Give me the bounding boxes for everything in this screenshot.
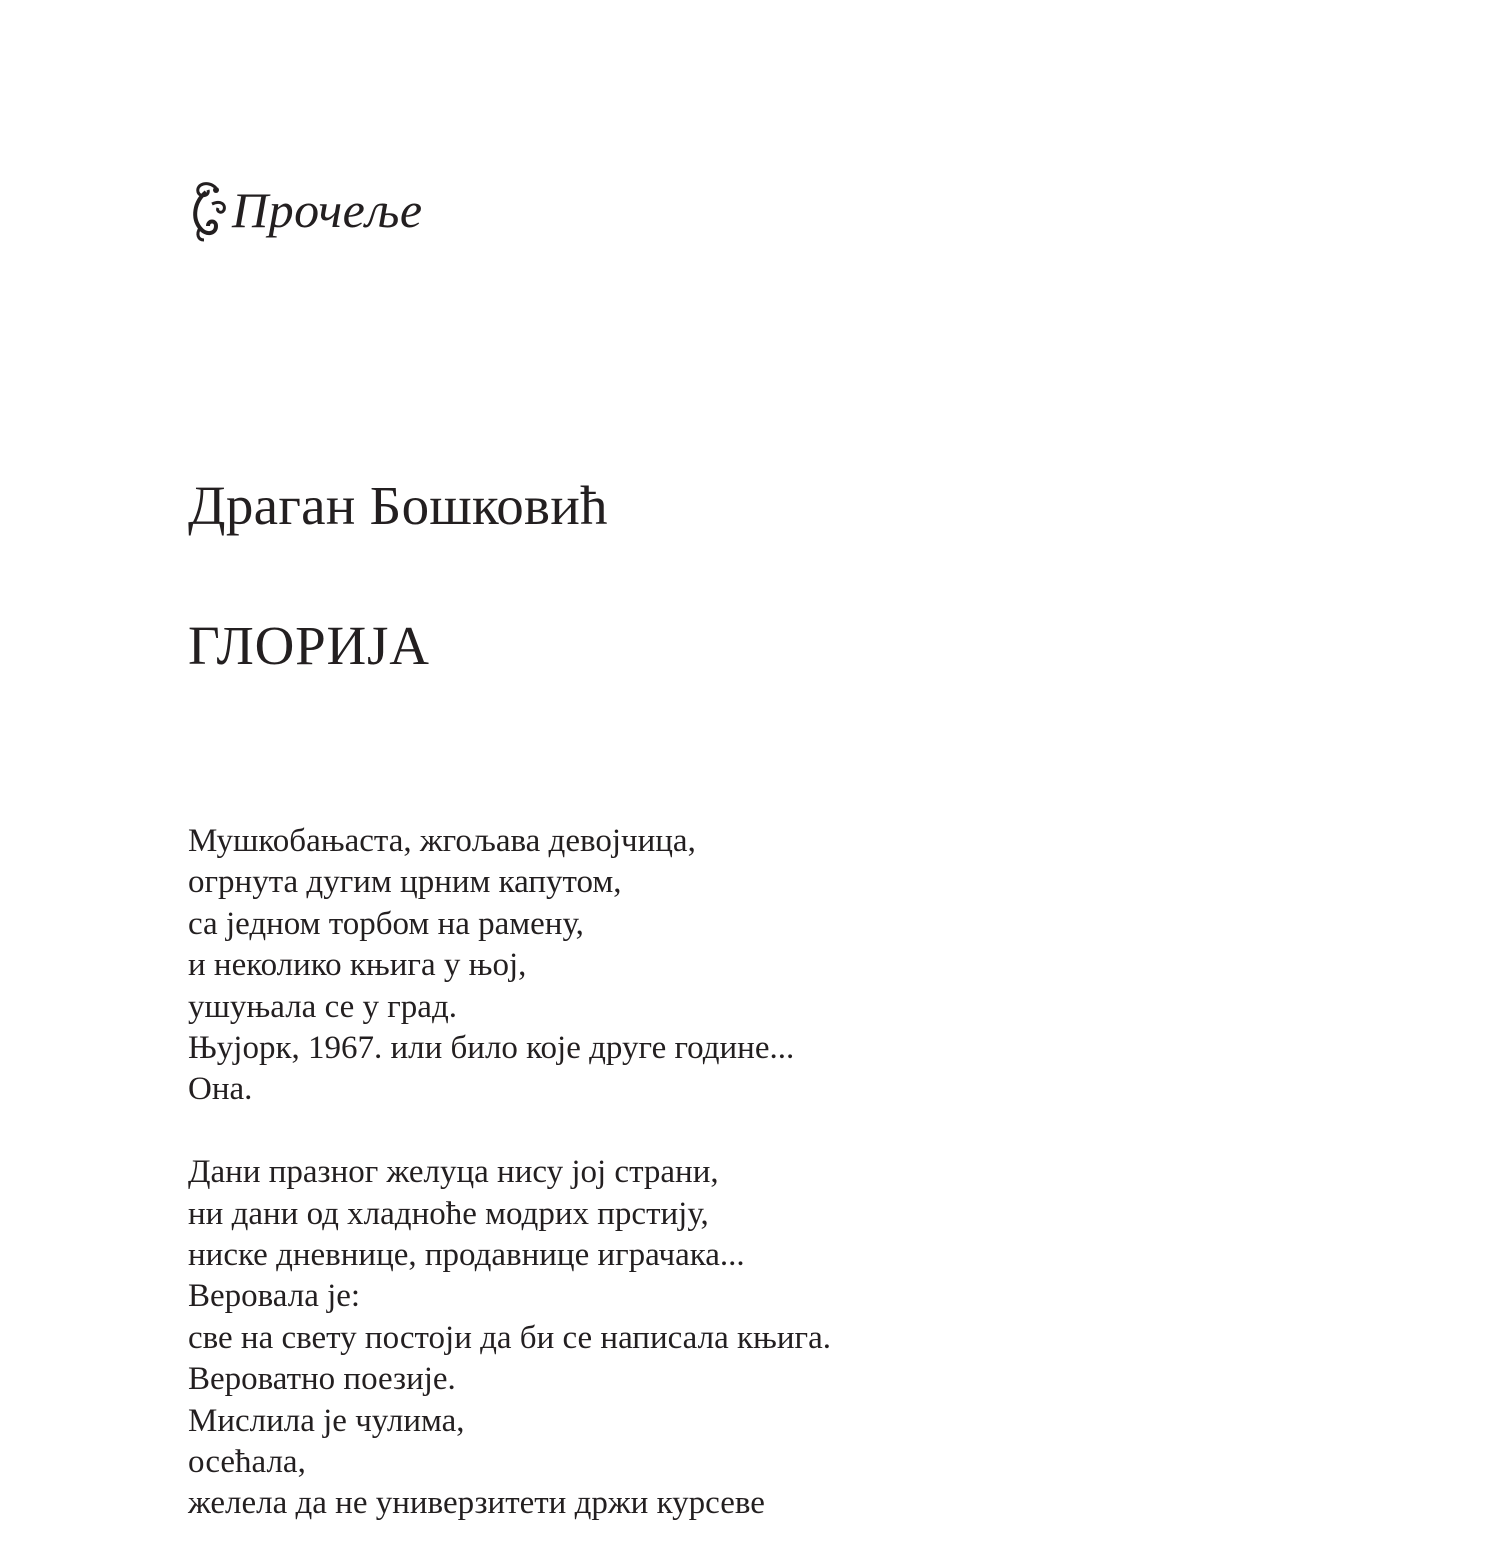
poem-line: Мислила је чулима, [188,1402,465,1439]
poem-line: све на свету постоји да би се написала књига. [188,1319,831,1356]
poem-line: ушуњала се у град. [188,988,457,1025]
poem-line: и неколико књига у њој, [188,947,527,984]
poem-line: Њујорк, 1967. или било које друге године... [188,1030,795,1067]
poem-line: Веровала је: [188,1278,361,1315]
poem-line: Вероватно поезије. [188,1361,456,1398]
poem-line: ниске дневнице, продавнице играчака... [188,1237,745,1274]
section-header [186,178,423,242]
poem-body [188,821,831,1566]
poem-line: са једном торбом на рамену, [188,905,584,942]
stanza [188,1152,831,1525]
stanza [188,821,831,1111]
section-title: Прочеље [232,182,423,238]
poem-line: осећала, [188,1444,306,1481]
poem-title: ГЛОРИЈА [188,615,430,676]
poem-line: Мушкобањаста, жгољава девојчица, [188,823,696,859]
poem-line: огрнута дугим црним капутом, [188,864,622,901]
poem-line: ни дани од хладноће модрих прстију, [188,1195,709,1232]
poem-line: желела да не универзитети држи курсеве [188,1485,765,1522]
poem-line: Она. [188,1071,253,1108]
poem-line: Дани празног желуца нису јој страни, [188,1154,719,1191]
floral-ornament-icon [186,178,230,242]
author-name: Драган Бошковић [188,475,608,536]
